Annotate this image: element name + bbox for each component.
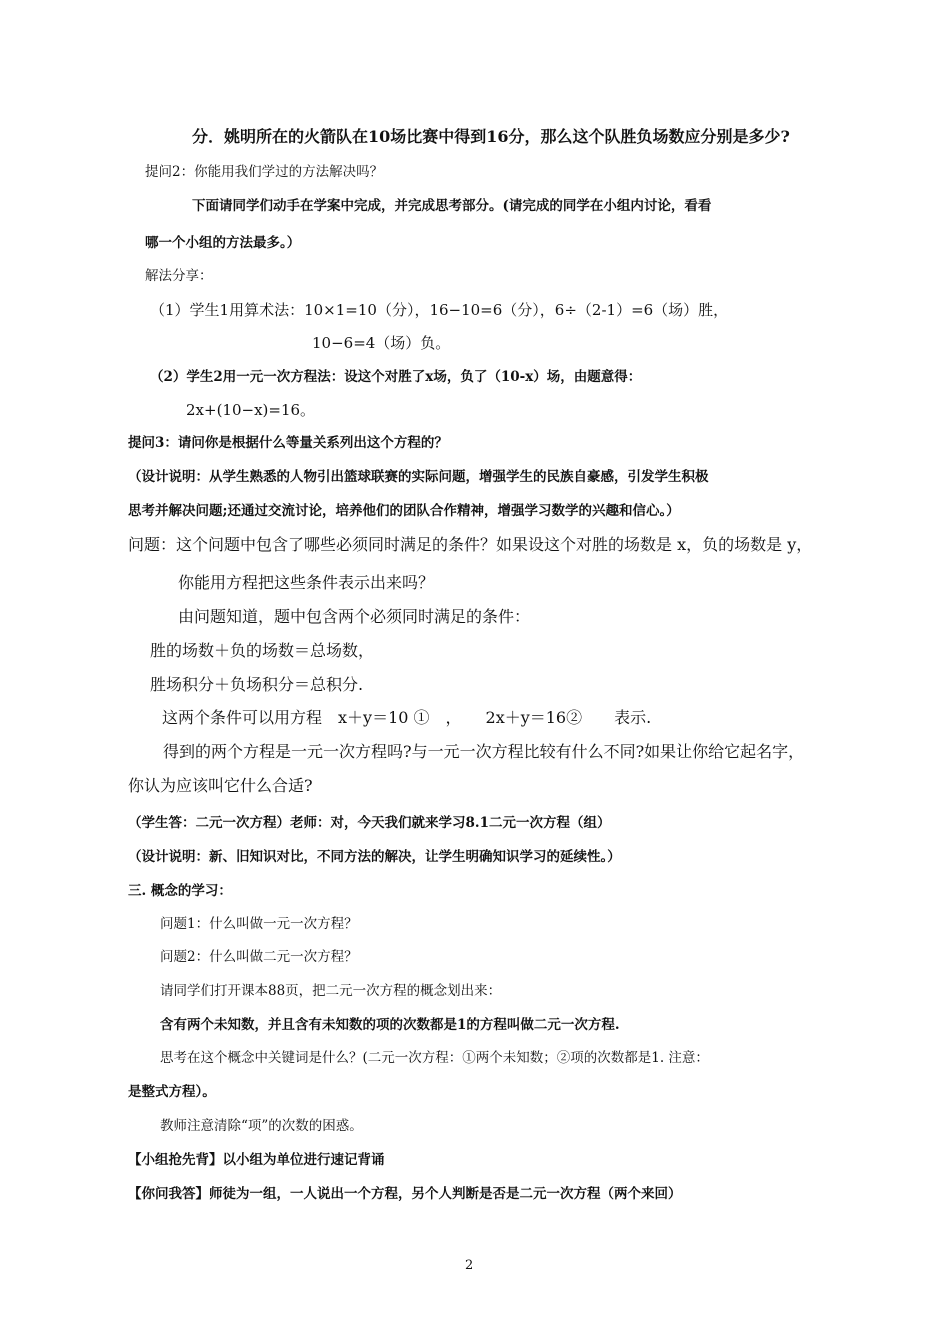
problem-question: 你能用方程把这些条件表示出来吗？ [178, 573, 435, 592]
keyword-question-line-2: 是整式方程）。 [128, 1084, 216, 1100]
condition-2: 胜场积分＋负场积分＝总积分. [150, 675, 364, 694]
keyword-question-line-1: 思考在这个概念中关键词是什么？(二元一次方程：①两个未知数；②项的次数都是1. 注意： [160, 1050, 709, 1066]
design-note-1-line-2: 思考并解决问题;还通过交流讨论，培养他们的团队合作精神，增强学习数学的兴趣和信心。） [128, 503, 680, 519]
condition-1: 胜的场数＋负的场数＝总场数， [150, 641, 375, 660]
teacher-note: 教师注意清除“项”的次数的困惑。 [160, 1118, 363, 1134]
design-note-1-line-1: （设计说明：从学生熟悉的人物引出篮球联赛的实际问题，增强学生的民族自豪感，引发学生积极 [128, 469, 709, 485]
qa-activity: 【你问我答】师徒为一组，一人说出一个方程，另个人判断是否是二元一次方程（两个来回） [128, 1186, 682, 1202]
group-recite-activity: 【小组抢先背】以小组为单位进行速记背诵 [128, 1152, 385, 1168]
solution-2-line-1: （2）学生2用一元一次方程法：设这个对胜了x场，负了（10-x）场，由题意得： [150, 369, 642, 385]
equations-line: 这两个条件可以用方程 x＋y＝10 ① ， 2x＋y＝16② 表示. [162, 708, 652, 727]
design-note-2: （设计说明：新、旧知识对比，不同方法的解决，让学生明确知识学习的延续性。） [128, 849, 621, 865]
concept-question-1: 问题1：什么叫做一元一次方程？ [160, 916, 358, 932]
textbook-instruction: 请同学们打开课本88页，把二元一次方程的概念划出来： [160, 983, 502, 999]
solution-share-heading: 解法分享： [145, 268, 213, 284]
comparison-question-line-2: 你认为应该叫它什么合适? [128, 776, 313, 795]
prompt-3: 提问3：请问你是根据什么等量关系列出这个方程的？ [128, 435, 448, 451]
concept-question-2: 问题2：什么叫做二元一次方程？ [160, 949, 358, 965]
page-number: 2 [465, 1258, 474, 1273]
section-heading-concept: 三. 概念的学习： [128, 883, 232, 899]
instruction-line-2: 哪一个小组的方法最多。） [145, 235, 301, 251]
solution-1-line-2: 10−6=4（场）负。 [312, 334, 451, 352]
question-text-line: 分．姚明所在的火箭队在10场比赛中得到16分，那么这个队胜负场数应分别是多少? [192, 127, 790, 146]
instruction-line-1: 下面请同学们动手在学案中完成，并完成思考部分。(请完成的同学在小组内讨论，看看 [192, 198, 712, 214]
solution-2-equation: 2x+(10−x)=16。 [186, 401, 316, 419]
definition-text: 含有两个未知数，并且含有未知数的项的次数都是1的方程叫做二元一次方程. [160, 1017, 620, 1033]
prompt-2: 提问2：你能用我们学过的方法解决吗？ [145, 164, 384, 180]
conditions-intro: 由问题知道，题中包含两个必须同时满足的条件： [178, 607, 531, 626]
solution-1-line-1: （1）学生1用算术法：10×1=10（分），16−10=6（分），6÷（2-1）=6（场）胜， [150, 301, 729, 319]
student-answer: （学生答：二元一次方程）老师：对，今天我们就来学习8.1二元一次方程（组） [128, 815, 611, 831]
comparison-question-line-1: 得到的两个方程是一元一次方程吗?与一元一次方程比较有什么不同?如果让你给它起名字， [163, 742, 805, 761]
problem-statement: 问题：这个问题中包含了哪些必须同时满足的条件？如果设这个对胜的场数是 x，负的场数是 y， [128, 535, 813, 554]
